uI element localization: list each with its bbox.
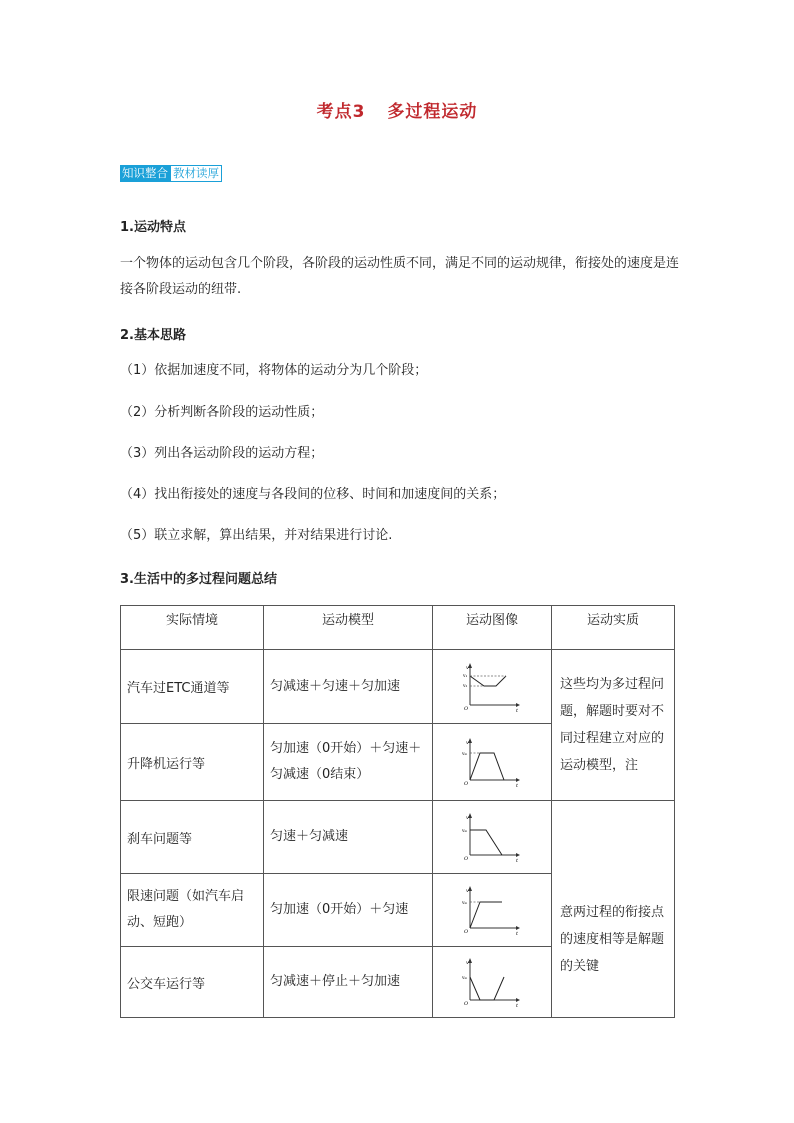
braking-vt-graph: [462, 812, 522, 862]
tag-part1: 知识整合: [122, 166, 168, 180]
header-graph: 运动图像: [433, 606, 552, 650]
step-4: （4）找出衔接处的速度与各段间的位移、时间和加速度间的关系；: [120, 487, 506, 502]
row5-graph: [433, 947, 552, 1018]
tag-part2: 教材读厚: [170, 165, 222, 182]
svg-text:v₁: v₁: [463, 673, 468, 679]
svg-text:O: O: [464, 705, 469, 712]
svg-text:O: O: [464, 856, 469, 862]
row1-scene: 汽车过ETC通道等: [121, 650, 264, 724]
page-title: [0, 97, 794, 122]
row4-graph: [433, 874, 552, 947]
row2-scene: 升降机运行等: [121, 724, 264, 801]
svg-text:vₘ: vₘ: [462, 752, 468, 757]
row2-graph: [433, 724, 552, 801]
title-number: 考点3: [316, 102, 366, 122]
table-header-row: [121, 606, 675, 650]
row1-graph: [433, 650, 552, 724]
svg-text:O: O: [464, 1001, 469, 1007]
table-row: [121, 650, 675, 724]
header-scene: 实际情境: [121, 606, 264, 650]
svg-text:t: t: [516, 931, 519, 935]
table-row: [121, 801, 675, 874]
svg-text:v: v: [466, 664, 469, 671]
row4-scene: 限速问题（如汽车启动、短跑）: [121, 874, 264, 947]
row5-model: 匀减速＋停止＋匀加速: [264, 947, 433, 1018]
speed-limit-vt-graph: [462, 885, 522, 935]
row2-model: 匀加速（0开始）＋匀速＋匀减速（0结束）: [264, 724, 433, 801]
row3-graph: [433, 801, 552, 874]
row3-scene: 刹车问题等: [121, 801, 264, 874]
summary-table: [120, 605, 675, 1018]
svg-text:O: O: [464, 929, 469, 935]
svg-text:v₂: v₂: [463, 683, 468, 689]
svg-text:t: t: [516, 858, 519, 862]
section1-heading: 1.运动特点: [120, 220, 186, 235]
essence-part1: 这些均为多过程问题，解题时要对不同过程建立对应的运动模型，注: [552, 650, 675, 801]
svg-text:t: t: [516, 707, 519, 712]
svg-text:vₘ: vₘ: [462, 829, 468, 834]
svg-text:v: v: [466, 740, 469, 746]
svg-text:v: v: [466, 960, 469, 966]
section3-heading: 3.生活中的多过程问题总结: [120, 572, 277, 587]
svg-text:O: O: [464, 781, 469, 787]
step-2: （2）分析判断各阶段的运动性质；: [120, 405, 324, 420]
row1-model: 匀减速＋匀速＋匀加速: [264, 650, 433, 724]
essence-part2-text: 意两过程的衔接点的速度相等是解题的关键: [560, 904, 665, 974]
step-1: （1）依据加速度不同，将物体的运动分为几个阶段；: [120, 363, 428, 378]
svg-text:vₘ: vₘ: [462, 901, 468, 906]
row3-model: 匀速＋匀减速: [264, 801, 433, 874]
section2-heading: 2.基本思路: [120, 328, 186, 343]
etc-vt-graph: [462, 662, 522, 712]
svg-text:t: t: [516, 1003, 519, 1007]
essence-part2: [552, 801, 675, 1018]
step-5: （5）联立求解，算出结果，并对结果进行讨论.: [120, 528, 393, 543]
row5-scene: 公交车运行等: [121, 947, 264, 1018]
header-model: 运动模型: [264, 606, 433, 650]
svg-text:t: t: [516, 783, 519, 787]
elevator-vt-graph: [462, 737, 522, 787]
bus-vt-graph: [462, 957, 522, 1007]
section-tag: [120, 165, 222, 182]
row4-model: 匀加速（0开始）＋匀速: [264, 874, 433, 947]
svg-text:v: v: [466, 888, 469, 894]
title-text: 多过程运动: [387, 102, 478, 122]
step-3: （3）列出各运动阶段的运动方程；: [120, 446, 324, 461]
section1-body: 一个物体的运动包含几个阶段，各阶段的运动性质不同，满足不同的运动规律，衔接处的速度是连接各阶段运动的纽带.: [120, 256, 680, 297]
svg-text:v: v: [466, 815, 469, 821]
svg-text:vₘ: vₘ: [462, 976, 468, 981]
header-essence: 运动实质: [552, 606, 675, 650]
